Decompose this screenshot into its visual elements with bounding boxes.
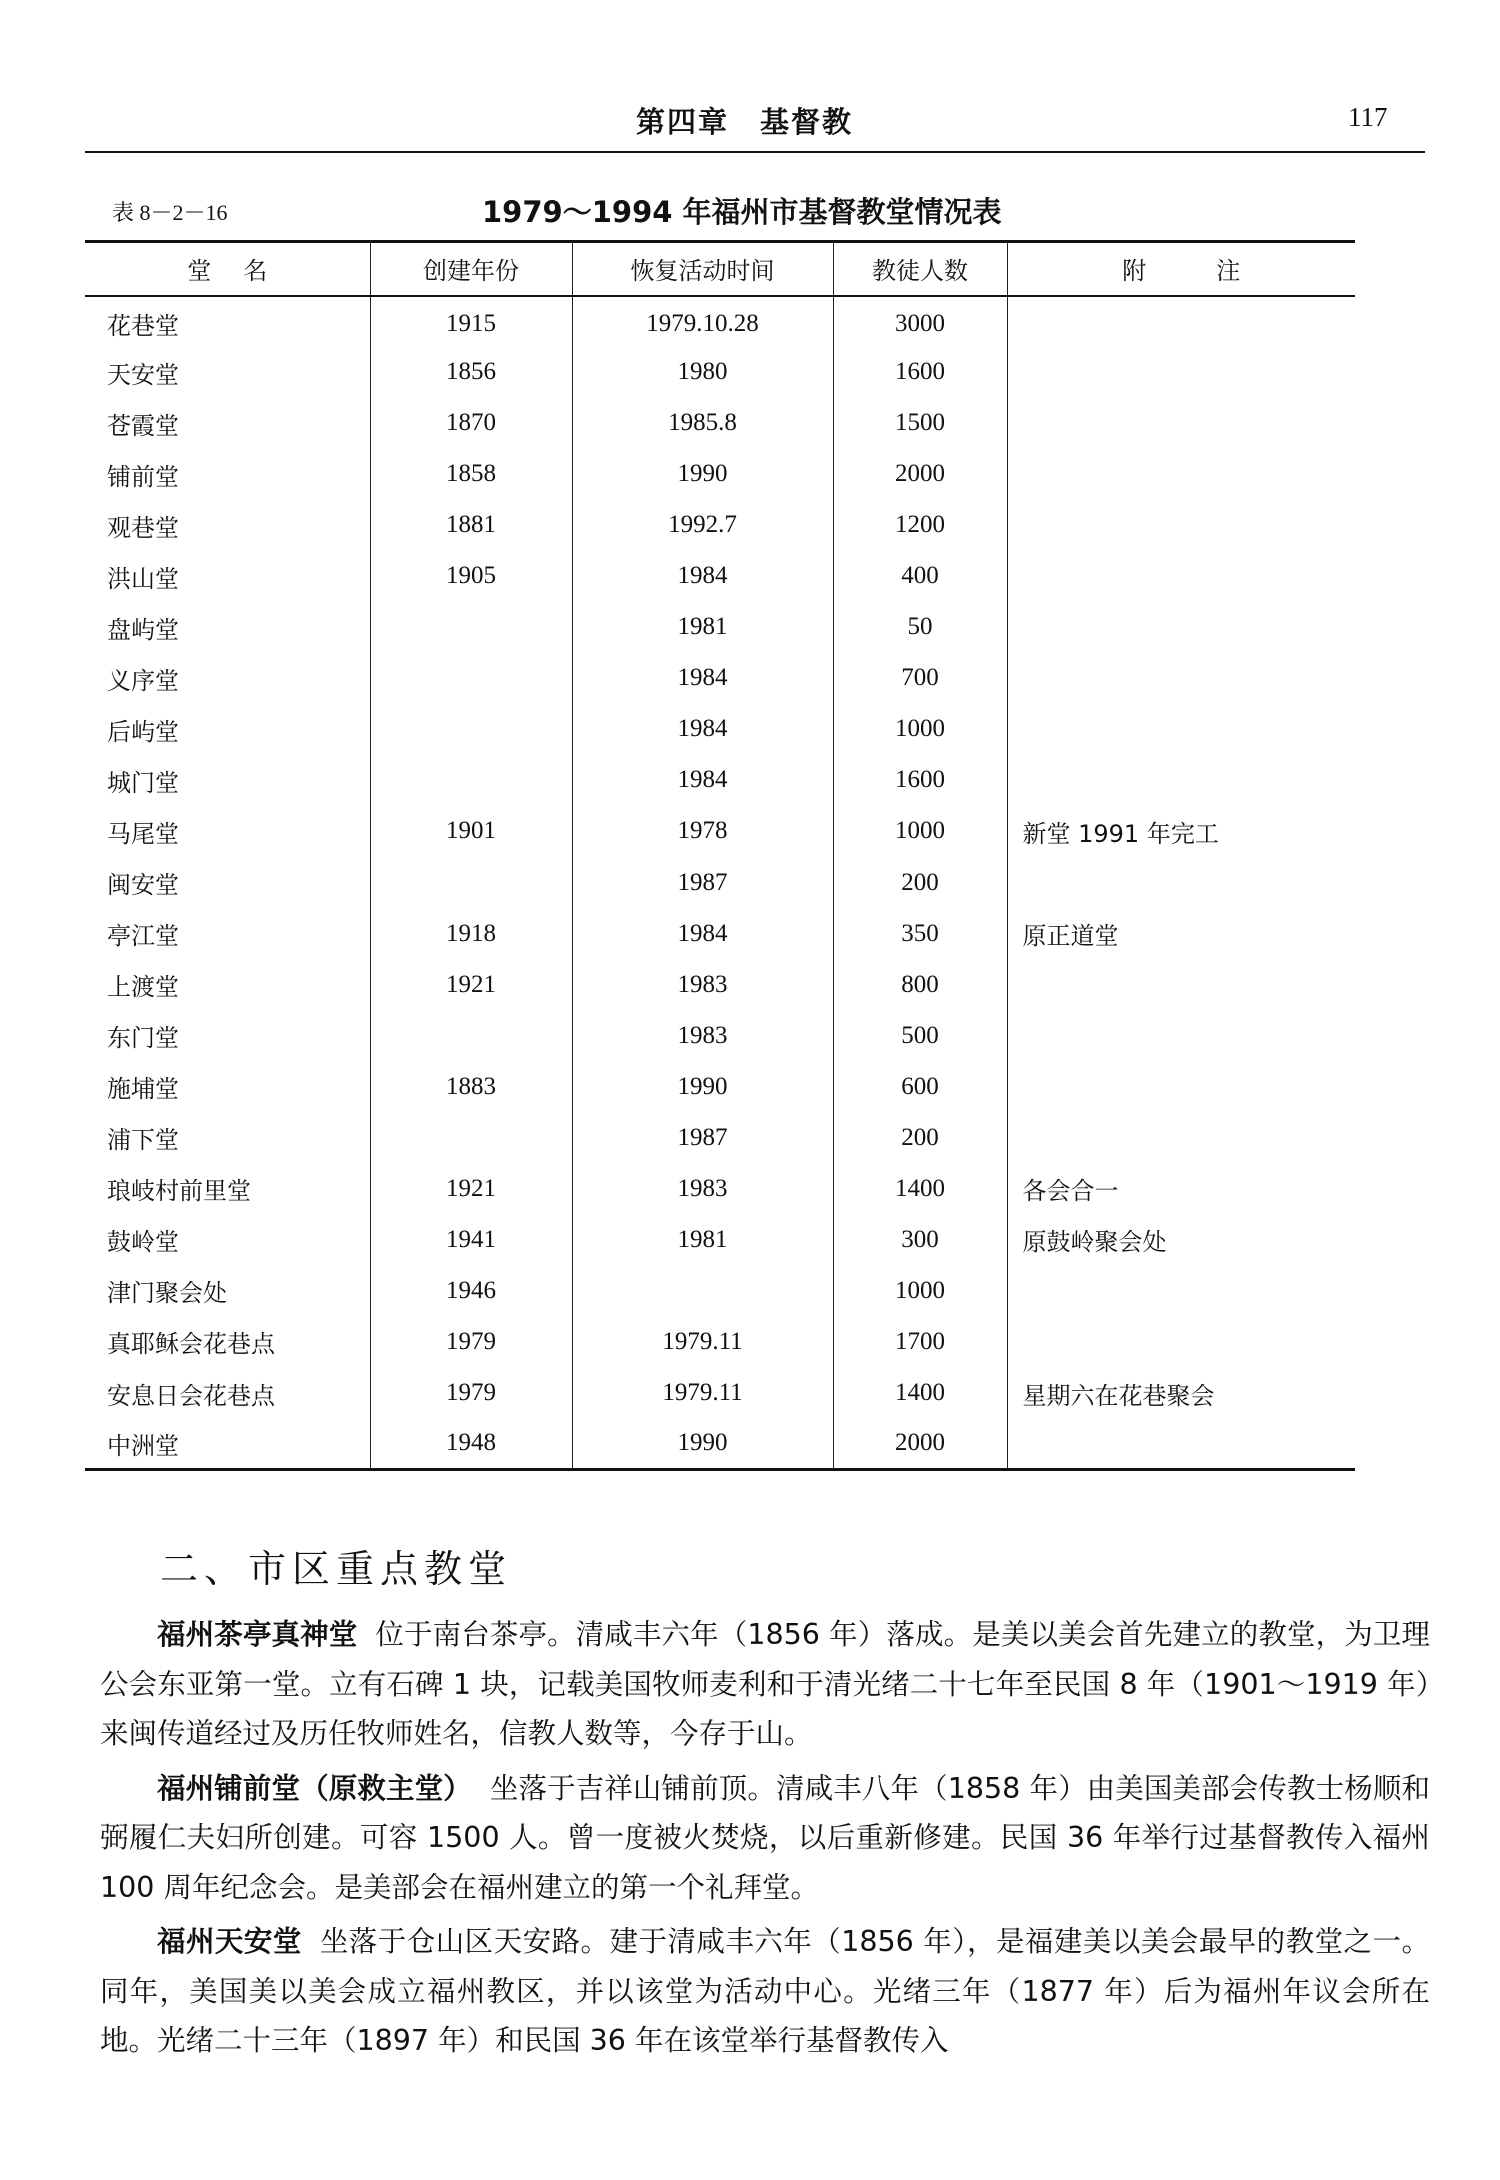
cell-members: 400: [833, 551, 1007, 602]
cell-founded: [370, 755, 572, 806]
cell-note: 星期六在花巷聚会: [1007, 1367, 1355, 1418]
cell-church-name: 义序堂: [107, 666, 179, 695]
cell-founded: [370, 602, 572, 653]
paragraph-text: 坐落于吉祥山铺前顶。清咸丰八年（1858 年）由美国美部会传教士杨顺和弼履仁夫妇所创建。可容 1500 人。曾一度被火焚烧，以后重新修建。民国 36 年举行过基督教传入福州 100 周年纪念会。是美部会在福州建立的第一个礼拜堂。: [100, 1771, 1430, 1904]
cell-note: [1007, 857, 1355, 908]
cell-church-name: 后屿堂: [107, 717, 179, 746]
header-church-name-b: 名: [243, 257, 268, 286]
cell-founded: 1915: [370, 296, 572, 347]
cell-note: [1007, 398, 1355, 449]
cell-church-name: 盘屿堂: [107, 615, 179, 644]
cell-members: 800: [833, 959, 1007, 1010]
cell-founded: 1881: [370, 500, 572, 551]
header-rule: [85, 151, 1425, 153]
cell-note: [1007, 704, 1355, 755]
cell-members: 1700: [833, 1316, 1007, 1367]
header-church-name: [85, 242, 370, 296]
table-body: [85, 296, 1355, 1470]
header-resumed: 恢复活动时间: [572, 242, 833, 296]
cell-members: 300: [833, 1214, 1007, 1265]
paragraph-lead: 福州铺前堂（原救主堂）: [157, 1771, 472, 1805]
cell-church-name: 花巷堂: [107, 312, 179, 341]
cell-church-name: 城门堂: [107, 768, 179, 797]
running-head: [0, 96, 1500, 146]
table-row: [85, 1419, 1355, 1470]
cell-members: 500: [833, 1010, 1007, 1061]
cell-note: 原鼓岭聚会处: [1007, 1214, 1355, 1265]
cell-resumed: 1987: [572, 1112, 833, 1163]
table-row: [85, 1265, 1355, 1316]
cell-founded: 1948: [370, 1419, 572, 1470]
table-row: [85, 602, 1355, 653]
table-row: [85, 1010, 1355, 1061]
cell-members: 600: [833, 1061, 1007, 1112]
cell-resumed: 1990: [572, 1061, 833, 1112]
cell-church-name: 观巷堂: [107, 513, 179, 542]
cell-resumed: 1990: [572, 1419, 833, 1470]
cell-church-name: 东门堂: [107, 1024, 179, 1053]
cell-note: [1007, 1316, 1355, 1367]
table-row: [85, 551, 1355, 602]
table-row: [85, 1112, 1355, 1163]
cell-members: 1600: [833, 755, 1007, 806]
cell-resumed: 1981: [572, 602, 833, 653]
cell-church-name: 安息日会花巷点: [107, 1381, 275, 1410]
table-row: [85, 398, 1355, 449]
table-header-row: [85, 242, 1355, 296]
page-number: 117: [1348, 102, 1388, 132]
paragraph-lead: 福州茶亭真神堂: [157, 1618, 358, 1651]
cell-founded: 1979: [370, 1316, 572, 1367]
cell-note: [1007, 1112, 1355, 1163]
cell-resumed: 1984: [572, 551, 833, 602]
cell-founded: 1946: [370, 1265, 572, 1316]
cell-note: 新堂 1991 年完工: [1007, 806, 1355, 857]
cell-founded: 1941: [370, 1214, 572, 1265]
paragraph-lead: 福州天安堂: [157, 1925, 302, 1958]
cell-note: [1007, 500, 1355, 551]
cell-members: 200: [833, 1112, 1007, 1163]
cell-founded: 1921: [370, 1163, 572, 1214]
cell-church-name: 马尾堂: [107, 819, 179, 848]
cell-members: 1000: [833, 704, 1007, 755]
cell-resumed: 1992.7: [572, 500, 833, 551]
cell-founded: 1856: [370, 347, 572, 398]
table-row: [85, 1163, 1355, 1214]
cell-church-name: 天安堂: [107, 360, 179, 389]
table-row: [85, 959, 1355, 1010]
cell-note: [1007, 653, 1355, 704]
cell-note: [1007, 347, 1355, 398]
cell-founded: 1918: [370, 908, 572, 959]
cell-members: 1200: [833, 500, 1007, 551]
cell-resumed: [572, 1265, 833, 1316]
header-church-name-a: 堂: [187, 257, 212, 286]
cell-members: 1600: [833, 347, 1007, 398]
cell-church-name: 津门聚会处: [107, 1279, 227, 1308]
cell-resumed: 1979.10.28: [572, 296, 833, 347]
table-row: [85, 500, 1355, 551]
cell-founded: 1905: [370, 551, 572, 602]
cell-church-name: 琅岐村前里堂: [107, 1177, 251, 1206]
cell-resumed: 1981: [572, 1214, 833, 1265]
cell-note: 原正道堂: [1007, 908, 1355, 959]
header-members: 教徒人数: [833, 242, 1007, 296]
table-row: [85, 1214, 1355, 1265]
cell-note: [1007, 1265, 1355, 1316]
paragraph: [100, 1764, 1430, 1913]
table-row: [85, 755, 1355, 806]
table-row: [85, 1061, 1355, 1112]
cell-resumed: 1983: [572, 1010, 833, 1061]
cell-note: [1007, 602, 1355, 653]
cell-members: 3000: [833, 296, 1007, 347]
paragraph-text: 位于南台茶亭。清咸丰六年（1856 年）落成。是美以美会首先建立的教堂，为卫理公会东亚第一堂。立有石碑 1 块，记载美国牧师麦利和于清光绪二十七年至民国 8 年（1901～1919 年）来闽传道经过及历任牧师姓名，信教人数等，今存于山。: [100, 1618, 1430, 1750]
cell-members: 700: [833, 653, 1007, 704]
table-caption: [0, 190, 1500, 230]
cell-members: 1500: [833, 398, 1007, 449]
cell-resumed: 1980: [572, 347, 833, 398]
cell-note: [1007, 449, 1355, 500]
cell-founded: [370, 1112, 572, 1163]
cell-members: 50: [833, 602, 1007, 653]
cell-resumed: 1984: [572, 755, 833, 806]
cell-resumed: 1984: [572, 704, 833, 755]
cell-resumed: 1983: [572, 1163, 833, 1214]
cell-resumed: 1979.11: [572, 1316, 833, 1367]
cell-founded: 1901: [370, 806, 572, 857]
cell-note: [1007, 959, 1355, 1010]
cell-members: 1400: [833, 1367, 1007, 1418]
table-row: [85, 296, 1355, 347]
table-row: [85, 449, 1355, 500]
table-row: [85, 908, 1355, 959]
cell-resumed: 1985.8: [572, 398, 833, 449]
table-row: [85, 704, 1355, 755]
cell-resumed: 1983: [572, 959, 833, 1010]
table-row: [85, 653, 1355, 704]
cell-church-name: 亭江堂: [107, 922, 179, 951]
cell-members: 2000: [833, 1419, 1007, 1470]
cell-founded: 1921: [370, 959, 572, 1010]
cell-resumed: 1979.11: [572, 1367, 833, 1418]
cell-members: 350: [833, 908, 1007, 959]
paragraph-text: 坐落于仓山区天安路。建于清咸丰六年（1856 年），是福建美以美会最早的教堂之一。同年，美国美以美会成立福州教区，并以该堂为活动中心。光绪三年（1877 年）后为福州年议会所在地。光绪二十三年（1897 年）和民国 36 年在该堂举行基督教传入: [100, 1925, 1430, 2057]
cell-church-name: 浦下堂: [107, 1126, 179, 1155]
cell-church-name: 铺前堂: [107, 462, 179, 491]
header-notes-a: 附: [1122, 257, 1147, 286]
cell-resumed: 1978: [572, 806, 833, 857]
cell-members: 2000: [833, 449, 1007, 500]
cell-church-name: 施埔堂: [107, 1075, 179, 1104]
header-notes: [1007, 242, 1355, 296]
chapter-title: 第四章 基督教: [636, 105, 854, 139]
table-row: [85, 806, 1355, 857]
cell-founded: 1870: [370, 398, 572, 449]
header-notes-b: 注: [1216, 257, 1241, 286]
body-text: [100, 1610, 1430, 2071]
cell-founded: [370, 704, 572, 755]
cell-members: 1400: [833, 1163, 1007, 1214]
cell-members: 1000: [833, 806, 1007, 857]
cell-members: 1000: [833, 1265, 1007, 1316]
cell-resumed: 1984: [572, 908, 833, 959]
cell-church-name: 上渡堂: [107, 973, 179, 1002]
cell-church-name: 真耶稣会花巷点: [107, 1330, 275, 1359]
table-row: [85, 1316, 1355, 1367]
cell-church-name: 闽安堂: [107, 871, 179, 900]
table-row: [85, 347, 1355, 398]
paragraph: [100, 1917, 1430, 2066]
cell-founded: [370, 857, 572, 908]
cell-resumed: 1990: [572, 449, 833, 500]
cell-note: [1007, 296, 1355, 347]
cell-note: [1007, 755, 1355, 806]
cell-founded: [370, 1010, 572, 1061]
header-founded: 创建年份: [370, 242, 572, 296]
cell-resumed: 1987: [572, 857, 833, 908]
churches-table: [85, 240, 1355, 1471]
section-heading: 二、市区重点教堂: [160, 1547, 513, 1591]
cell-church-name: 鼓岭堂: [107, 1228, 179, 1257]
cell-founded: 1883: [370, 1061, 572, 1112]
table-title: 1979～1994 年福州市基督教堂情况表: [482, 195, 1002, 229]
cell-note: 各会合一: [1007, 1163, 1355, 1214]
cell-note: [1007, 1061, 1355, 1112]
table-row: [85, 857, 1355, 908]
cell-members: 200: [833, 857, 1007, 908]
cell-note: [1007, 1419, 1355, 1470]
cell-note: [1007, 1010, 1355, 1061]
cell-founded: [370, 653, 572, 704]
cell-church-name: 中洲堂: [85, 1419, 370, 1470]
table-number: 表 8－2－16: [112, 200, 228, 225]
table-row: [85, 1367, 1355, 1418]
cell-founded: 1858: [370, 449, 572, 500]
cell-note: [1007, 551, 1355, 602]
cell-church-name: 苍霞堂: [107, 411, 179, 440]
cell-church-name: 洪山堂: [107, 564, 179, 593]
cell-resumed: 1984: [572, 653, 833, 704]
paragraph: [100, 1610, 1430, 1759]
cell-founded: 1979: [370, 1367, 572, 1418]
